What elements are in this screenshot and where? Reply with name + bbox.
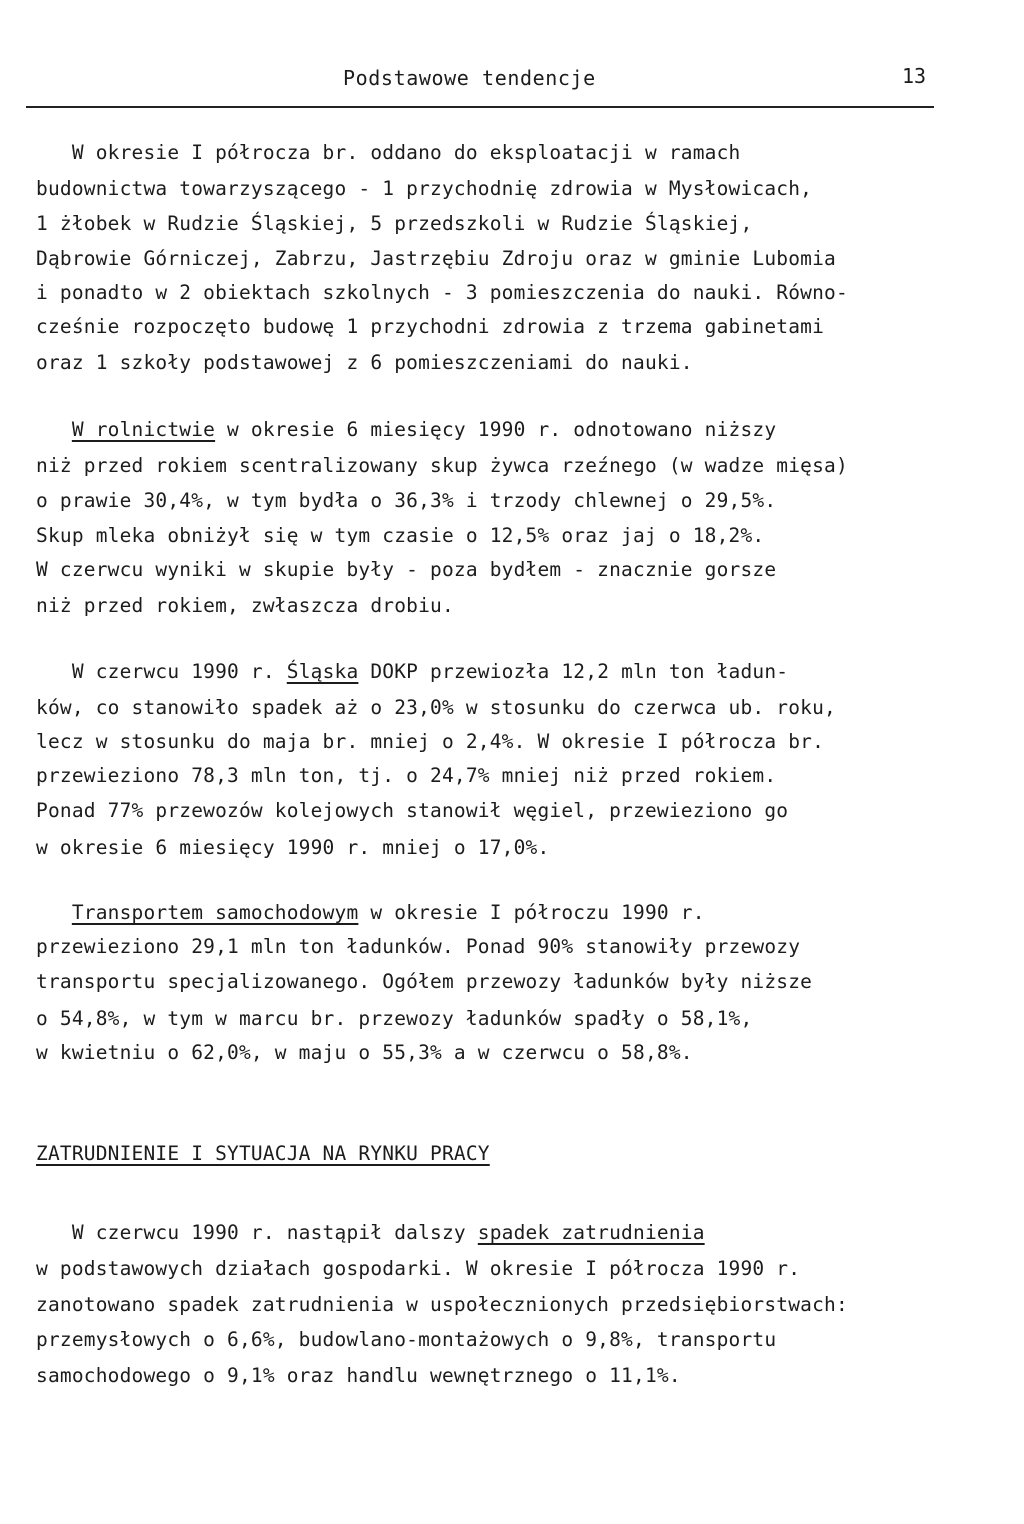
paragraph-4-line-1 — [36, 901, 705, 925]
line-text: W czerwcu 1990 r. nastąpił dalszy — [36, 1221, 478, 1244]
underlined-phrase: Transportem samochodowym — [71, 901, 359, 924]
line-text: W czerwcu 1990 r. — [36, 660, 287, 683]
line-text: w okresie I półroczu 1990 r. — [358, 901, 705, 924]
paragraph-2-line-6: niż przed rokiem, zwłaszcza drobiu. — [36, 594, 454, 617]
paragraph-3-line-4: przewieziono 78,3 mln ton, tj. o 24,7% mniej niż przed rokiem. — [36, 764, 777, 787]
paragraph-5-line-3: zanotowano spadek zatrudnienia w uspołecznionych przedsiębiorstwach: — [36, 1293, 848, 1316]
line-text: DOKP przewiozła 12,2 mln ton ładun- — [358, 660, 789, 683]
paragraph-1-line-6: cześnie rozpoczęto budowę 1 przychodni zdrowia z trzema gabinetami — [36, 315, 825, 338]
paragraph-4-line-5: w kwietniu o 62,0%, w maju o 55,3% a w czerwcu o 58,8%. — [36, 1041, 693, 1064]
paragraph-1-line-4: Dąbrowie Górniczej, Zabrzu, Jastrzębiu Zdroju oraz w gminie Lubomia — [36, 247, 836, 270]
indent — [36, 418, 72, 441]
paragraph-2-line-2: niż przed rokiem scentralizowany skup żywca rzeźnego (w wadze mięsa) — [36, 454, 848, 477]
header-divider — [26, 106, 934, 108]
paragraph-5-line-1 — [36, 1221, 705, 1245]
line-text: w okresie 6 miesięcy 1990 r. odnotowano niższy — [215, 418, 777, 441]
paragraph-1-line-5: i ponadto w 2 obiektach szkolnych - 3 pomieszczenia do nauki. Równo- — [36, 281, 848, 304]
section-heading: ZATRUDNIENIE I SYTUACJA NA RYNKU PRACY — [36, 1142, 490, 1165]
paragraph-3-line-5: Ponad 77% przewozów kolejowych stanowił węgiel, przewieziono go — [36, 799, 789, 822]
paragraph-3-line-1 — [36, 660, 788, 684]
paragraph-3-line-2: ków, co stanowiło spadek aż o 23,0% w stosunku do czerwca ub. roku, — [36, 696, 836, 719]
paragraph-3-line-3: lecz w stosunku do maja br. mniej o 2,4%. W okresie I półrocza br. — [36, 730, 825, 753]
paragraph-5-line-2: w podstawowych działach gospodarki. W okresie I półrocza 1990 r. — [36, 1257, 801, 1280]
paragraph-2-line-3: o prawie 30,4%, w tym bydła o 36,3% i trzody chlewnej o 29,5%. — [36, 489, 777, 512]
underlined-phrase: W rolnictwie — [71, 418, 216, 441]
indent — [36, 901, 72, 924]
paragraph-4-line-3: transportu specjalizowanego. Ogółem przewozy ładunków były niższe — [36, 970, 813, 993]
paragraph-2-line-1 — [36, 418, 776, 442]
paragraph-2-line-5: W czerwcu wyniki w skupie były - poza bydłem - znacznie gorsze — [36, 558, 777, 581]
paragraph-4-line-4: o 54,8%, w tym w marcu br. przewozy ładunków spadły o 58,1%, — [36, 1007, 753, 1030]
underlined-phrase: Śląska — [286, 660, 359, 683]
paragraph-2-line-4: Skup mleka obniżył się w tym czasie o 12,5% oraz jaj o 18,2%. — [36, 524, 765, 547]
running-header-title: Podstawowe tendencje — [343, 66, 596, 90]
paragraph-5-line-5: samochodowego o 9,1% oraz handlu wewnętrznego o 11,1%. — [36, 1364, 681, 1387]
paragraph-1-line-1: W okresie I półrocza br. oddano do eksploatacji w ramach — [36, 141, 741, 164]
underlined-phrase: spadek zatrudnienia — [477, 1221, 705, 1244]
paragraph-4-line-2: przewieziono 29,1 mln ton ładunków. Ponad 90% stanowiły przewozy — [36, 935, 801, 958]
paragraph-1-line-7: oraz 1 szkoły podstawowej z 6 pomieszczeniami do nauki. — [36, 351, 693, 374]
paragraph-1-line-2: budownictwa towarzyszącego - 1 przychodnię zdrowia w Mysłowicach, — [36, 177, 813, 200]
paragraph-3-line-6: w okresie 6 miesięcy 1990 r. mniej o 17,0%. — [36, 836, 550, 859]
paragraph-5-line-4: przemysłowych o 6,6%, budowlano-montażowych o 9,8%, transportu — [36, 1328, 777, 1351]
paragraph-1-line-3: 1 żłobek w Rudzie Śląskiej, 5 przedszkoli w Rudzie Śląskiej, — [36, 212, 753, 235]
page-number: 13 — [902, 64, 927, 88]
